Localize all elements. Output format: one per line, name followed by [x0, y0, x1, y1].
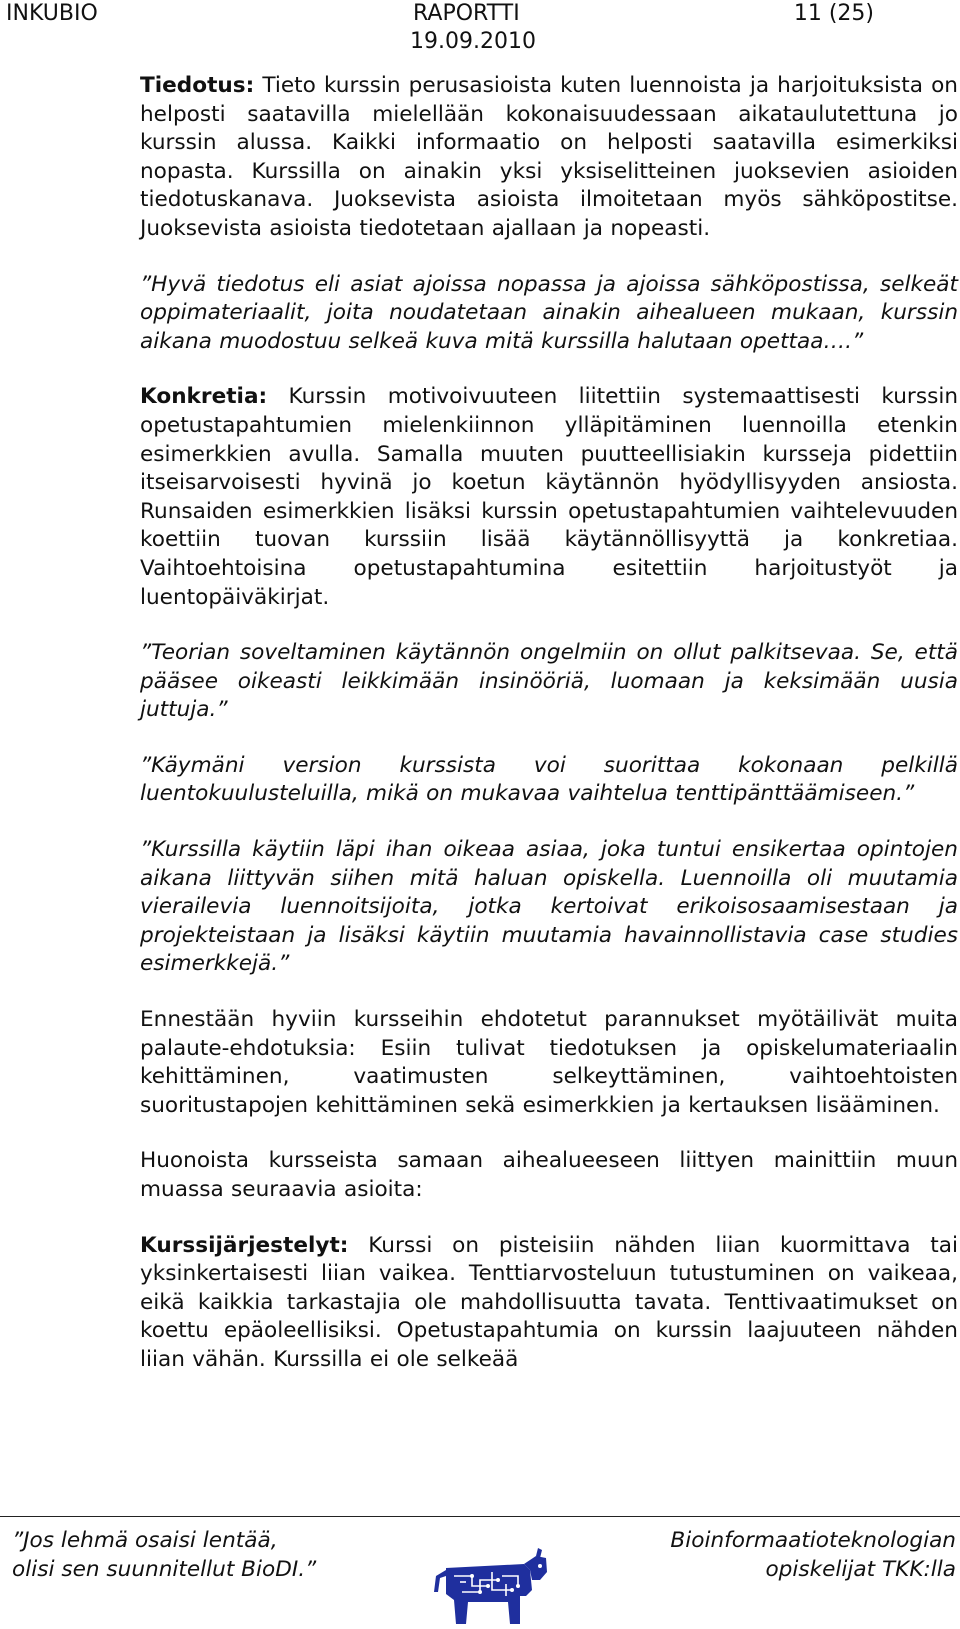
footer-motto	[12, 1526, 316, 1584]
paragraph-improvements: Ennestään hyviin kursseihin ehdotetut parannukset myötäilivät muita palaute-ehdotuksia: Esiin tulivat tiedotuksen ja opiskelumateriaalin kehittäminen, vaatimusten selkeyttäminen, vaihtoehtoisten suoritustapojen kehittäminen sekä esimerkkien ja kertauksen lisääminen.	[140, 1007, 958, 1118]
paragraph-bad-courses: Huonoista kursseista samaan aihealueeseen liittyen mainittiin muun muassa seuraavia asioita:	[140, 1148, 958, 1202]
report-body	[140, 72, 958, 1375]
footer-group-line: opiskelijat TKK:lla	[765, 1557, 956, 1582]
quote-2: ”Teorian soveltaminen käytännön ongelmiin on ollut palkitsevaa. Se, että pääsee oikeasti leikkimään insinööriä, luomaan ja keksimään uusia juttuja.”	[140, 640, 958, 723]
quote-3: ”Käymäni version kurssista voi suorittaa kokonaan pelkillä luentokuulusteluilla, mikä on mukavaa vaihtelua tenttipänttäämiseen.”	[140, 752, 958, 807]
paragraph-konkretia	[140, 383, 958, 612]
paragraph-lead: Konkretia:	[140, 384, 268, 410]
header-date: 19.09.2010	[410, 29, 536, 54]
paragraph-text: Kurssi on pisteisiin nähden liian kuormittava tai yksinkertaisesti liian vaikea. Tenttiarvosteluun tutustuminen on vaikeaa, eikä kaikkia tarkastajia ole mahdollisuutta tavata. Tenttivaatimukset on koettu epäoleellisiksi. Opetustapahtumia on kurssin laajuuteen nähden liian vähän. Kurssilla ei ole selkeää	[140, 1232, 958, 1372]
paragraph-lead: Tiedotus:	[140, 73, 255, 98]
header-org: INKUBIO	[6, 1, 98, 26]
header-doc-type: RAPORTTI	[413, 1, 520, 26]
header-page-number: 11 (25)	[793, 1, 874, 26]
paragraph-kurssijarjestelyt	[140, 1232, 958, 1375]
quote-4: ”Kurssilla käytiin läpi ihan oikeaa asiaa, joka tuntui ensikertaa opintojen aikana liittyvän siihen mitä haluan opiskella. Luennoilla oli muutamia vierailevia luennoitsijoita, jotka kertoivat erikoisosaamisestaan ja projekteistaan ja lisäksi käytiin muutamia havainnollistavia case studies esimerkkejä.”	[140, 837, 958, 977]
circuit-cow-logo-icon	[432, 1546, 548, 1626]
paragraph-text: Kurssin motivoivuuteen liitettiin systemaattisesti kurssin opetustapahtumien mielenkiinnon ylläpitäminen luennoilla etenkin esimerkkien avulla. Samalla muuten puutteellisiakin kursseja pidettiin itseisarvoisesti hyvinä jo koetun käytännön hyödyllisyyden ansiosta. Runsaiden esimerkkien lisäksi kurssin opetustapahtumien vaihtelevuuden koettiin tuovan kurssiin lisää käytännöllisyyttä ja konkretiaa. Vaihtoehtoisina opetustapahtumina esitettiin harjoitustyöt ja luentopäiväkirjat.	[140, 384, 958, 610]
page-footer	[0, 1516, 960, 1629]
paragraph-tiedotus	[140, 72, 958, 244]
footer-divider	[0, 1516, 960, 1517]
paragraph-lead: Kurssijärjestelyt:	[140, 1232, 349, 1258]
quote-1: ”Hyvä tiedotus eli asiat ajoissa nopassa ja ajoissa sähköpostissa, selkeät oppimateriaalit, joita noudatetaan ainakin aihealueen mukaan, kurssin aikana muodostuu selkeä kuva mitä kurssilla halutaan opettaa….”	[140, 271, 958, 354]
footer-motto-line: ”Jos lehmä osaisi lentää,	[12, 1528, 278, 1553]
footer-group-line: Bioinformaatioteknologian	[670, 1528, 956, 1553]
paragraph-text: Tieto kurssin perusasioista kuten luennoista ja harjoituksista on helposti saatavilla mielellään kokonaisuudessaan aikataulutettuna jo kurssin alussa. Kaikki informaatio on helposti saatavilla esimerkiksi nopasta. Kurssilla on ainakin yksi yksiselitteinen juoksevien asioiden tiedotuskanava. Juoksevista asioista ilmoitetaan myös sähköpostitse. Juoksevista asioista tiedotetaan ajallaan ja nopeasti.	[140, 73, 958, 241]
page-header	[0, 0, 960, 60]
footer-motto-line: olisi sen suunnitellut BioDI.”	[12, 1557, 317, 1582]
footer-group	[670, 1526, 956, 1584]
